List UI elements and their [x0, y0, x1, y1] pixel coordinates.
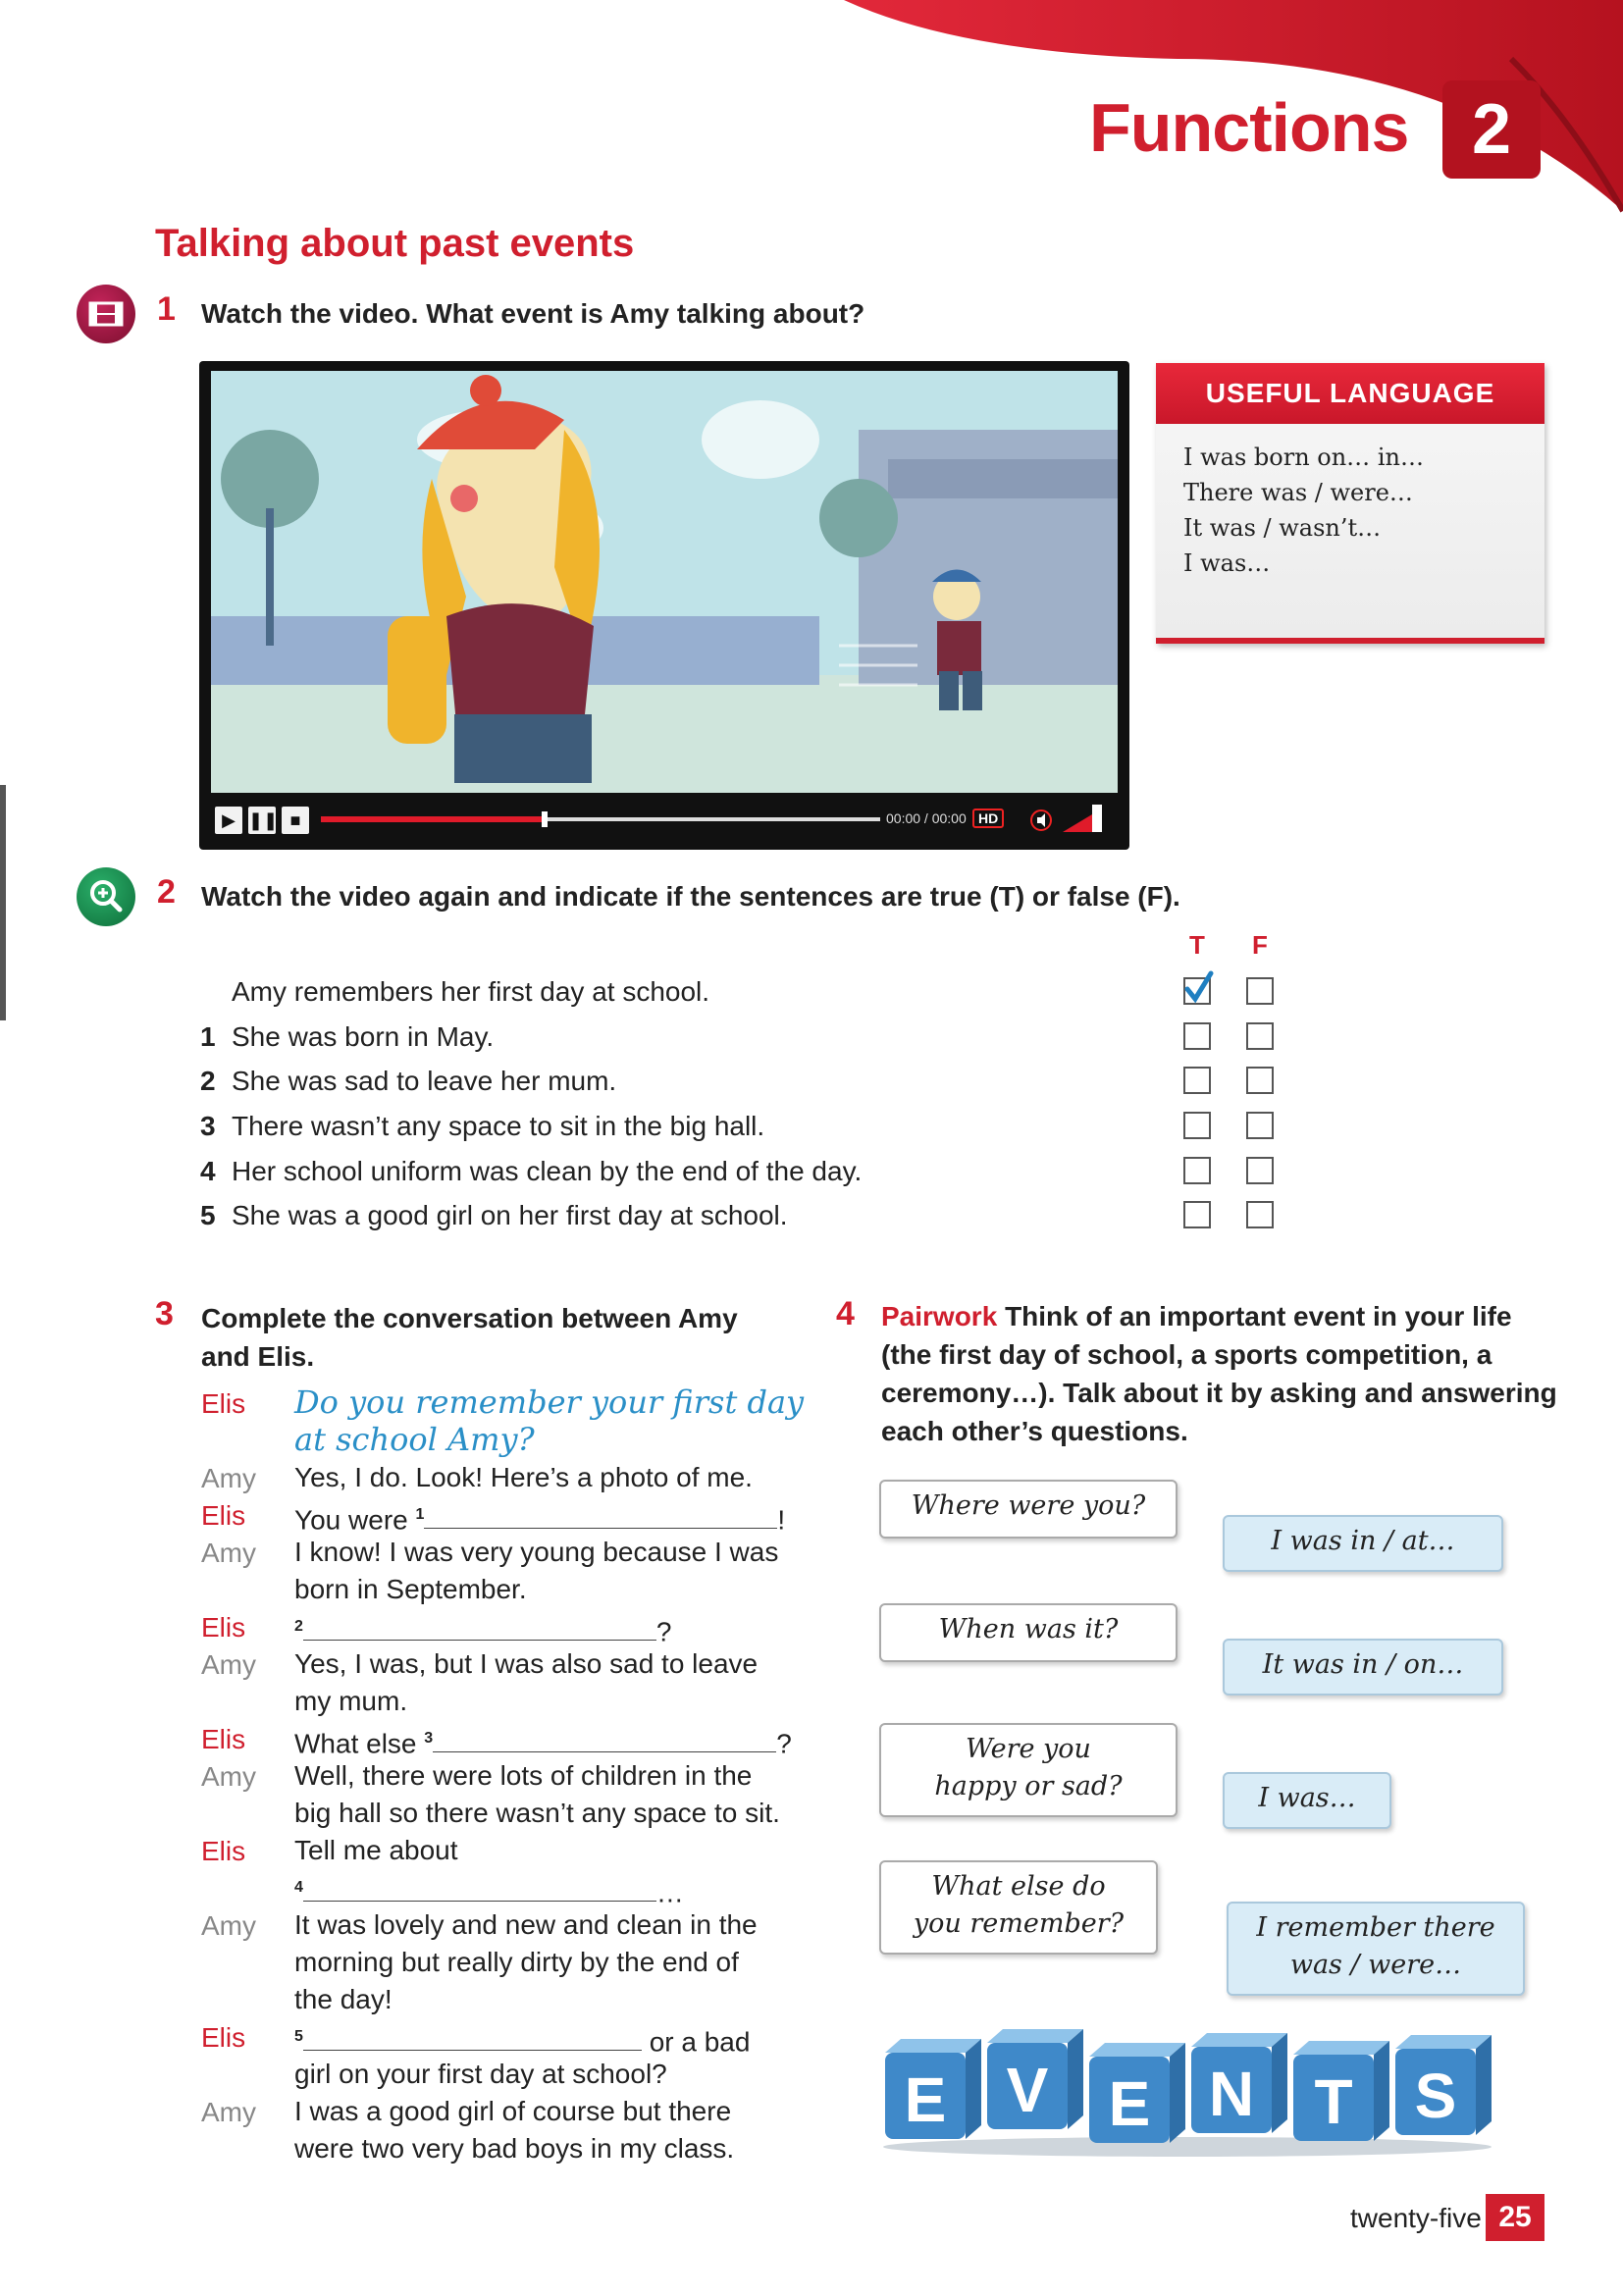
- tf-item-number: 4: [200, 1156, 216, 1186]
- dialogue-text: ?: [776, 1728, 792, 1759]
- dialogue-line: were two very bad boys in my class.: [294, 2133, 735, 2164]
- exercise-2-instruction: Watch the video again and indicate if the sentences are true (T) or false (F).: [201, 881, 1180, 912]
- exercise-2-number: 2: [157, 873, 176, 911]
- exercise-3-instruction-cont: and Elis.: [201, 1341, 315, 1372]
- gap-1-input[interactable]: [424, 1504, 777, 1529]
- gap-5-input[interactable]: [303, 2026, 642, 2051]
- dialogue-line: Yes, I was, but I was also sad to leave: [294, 1648, 759, 1679]
- speaker-elis: Elis: [201, 1388, 246, 1419]
- dialogue-line: [294, 1608, 671, 1650]
- false-column-label: F: [1252, 930, 1268, 960]
- exercise-1-instruction: Watch the video. What event is Amy talking about?: [201, 298, 865, 329]
- gap-number: 3: [424, 1730, 434, 1747]
- speaker-amy: Amy: [201, 2097, 256, 2127]
- letter-block-text: S: [1414, 2061, 1457, 2131]
- speaker-amy: Amy: [201, 1649, 256, 1680]
- dialogue-line: [294, 2018, 750, 2061]
- question-bubble: Where were you?: [879, 1480, 1178, 1539]
- gap-3-input[interactable]: [433, 1728, 776, 1752]
- dialogue-line: Tell me about: [294, 1835, 458, 1865]
- hd-button[interactable]: HD: [972, 809, 1004, 828]
- magnify-icon: [77, 867, 135, 926]
- question-bubble: When was it?: [879, 1603, 1178, 1662]
- letter-block: [1089, 2043, 1185, 2143]
- gap-number: 5: [294, 2028, 303, 2045]
- answer-bubble: [1227, 1902, 1525, 1996]
- useful-language-box: [1156, 363, 1544, 644]
- speaker-elis: Elis: [201, 1612, 246, 1643]
- dialogue-line: I was a good girl of course but there: [294, 2096, 732, 2126]
- dialogue-text: …: [655, 1877, 684, 1908]
- tf-item-number: 2: [200, 1066, 216, 1096]
- letter-block: [1395, 2035, 1492, 2135]
- true-checkbox[interactable]: [1183, 1022, 1211, 1050]
- gap-number: 4: [294, 1879, 303, 1896]
- true-checkbox[interactable]: [1183, 1112, 1211, 1139]
- question-text: you remember?: [913, 1908, 1125, 1939]
- tf-item-text: There wasn’t any space to sit in the big hall.: [232, 1111, 765, 1141]
- speaker-elis: Elis: [201, 1836, 246, 1866]
- letter-block: [885, 2039, 981, 2139]
- video-frame-image: [211, 371, 1118, 793]
- letter-block-text: T: [1314, 2066, 1353, 2137]
- useful-language-line: There was / were…: [1183, 479, 1413, 506]
- exercise-1-number: 1: [157, 290, 176, 328]
- film-icon: [77, 285, 135, 343]
- gap-2-input[interactable]: [303, 1616, 656, 1641]
- false-checkbox[interactable]: [1246, 1112, 1274, 1139]
- dialogue-line: [294, 1496, 785, 1539]
- dialogue-line: [294, 1869, 684, 1911]
- gap-number: 1: [415, 1506, 425, 1523]
- gap-4-input[interactable]: [303, 1877, 656, 1902]
- pairwork-label: Pairwork: [881, 1301, 998, 1331]
- dialogue-line: big hall so there wasn’t any space to sit.: [294, 1798, 780, 1828]
- letter-block: [987, 2029, 1083, 2129]
- tf-item-text: She was sad to leave her mum.: [232, 1066, 617, 1096]
- false-checkbox[interactable]: [1246, 1067, 1274, 1094]
- dialogue-line: [294, 1720, 792, 1762]
- volume-level-icon[interactable]: [1063, 805, 1112, 834]
- events-blocks-illustration: [864, 2011, 1511, 2159]
- play-button[interactable]: ▶: [215, 807, 242, 834]
- answer-bubble: I was…: [1223, 1772, 1391, 1829]
- true-checkbox[interactable]: [1183, 1157, 1211, 1184]
- dialogue-line: Yes, I do. Look! Here’s a photo of me.: [294, 1462, 753, 1492]
- answer-bubble: I was in / at…: [1223, 1515, 1503, 1572]
- gap-number: 2: [294, 1618, 303, 1635]
- page-edge-tab: [0, 785, 6, 1020]
- stop-button[interactable]: ■: [282, 807, 309, 834]
- false-checkbox[interactable]: [1246, 1157, 1274, 1184]
- dialogue-line: my mum.: [294, 1686, 408, 1716]
- question-bubble: [879, 1860, 1158, 1955]
- true-column-label: T: [1189, 930, 1205, 960]
- question-bubble: [879, 1723, 1178, 1817]
- dialogue-line: morning but really dirty by the end of: [294, 1947, 739, 1977]
- page-number: 25: [1486, 2194, 1544, 2241]
- video-time: 00:00 / 00:00: [886, 810, 967, 826]
- letter-block-text: N: [1208, 2059, 1255, 2129]
- answer-bubble: It was in / on…: [1223, 1639, 1503, 1696]
- unit-title: Functions: [1089, 89, 1409, 166]
- letter-block: [1191, 2033, 1287, 2133]
- useful-language-line: It was / wasn’t…: [1183, 514, 1382, 542]
- question-text: happy or sad?: [934, 1771, 1123, 1801]
- dialogue-line: born in September.: [294, 1574, 527, 1604]
- speaker-amy: Amy: [201, 1538, 256, 1568]
- useful-language-line: I was born on… in…: [1183, 444, 1424, 471]
- progress-bar[interactable]: [321, 809, 880, 830]
- section-title: Talking about past events: [155, 222, 635, 265]
- speaker-amy: Amy: [201, 1910, 256, 1941]
- letter-block-text: E: [1108, 2068, 1151, 2139]
- useful-language-line: I was…: [1183, 549, 1271, 577]
- answer-text: was / were…: [1289, 1950, 1462, 1980]
- exercise-4-instruction: [881, 1297, 1568, 1450]
- letter-block-text: E: [904, 2064, 947, 2135]
- tf-item-number: 5: [200, 1200, 216, 1230]
- question-text: Were you: [966, 1734, 1091, 1764]
- exercise-4-number: 4: [836, 1295, 855, 1332]
- volume-icon[interactable]: [1029, 809, 1055, 832]
- checkmark-icon: [1181, 969, 1217, 1005]
- useful-language-title: USEFUL LANGUAGE: [1156, 363, 1544, 424]
- page-footer-text: twenty-five: [1350, 2203, 1482, 2233]
- exercise-3-number: 3: [155, 1295, 174, 1332]
- true-checkbox[interactable]: [1183, 1201, 1211, 1228]
- false-checkbox[interactable]: [1246, 977, 1274, 1005]
- tf-item-text: She was a good girl on her first day at school.: [232, 1200, 788, 1230]
- dialogue-text: You were: [294, 1504, 408, 1536]
- dialogue-text: or a bad: [649, 2026, 751, 2058]
- false-checkbox[interactable]: [1246, 1022, 1274, 1050]
- dialogue-text: !: [777, 1504, 786, 1536]
- dialogue-text: What else: [294, 1728, 417, 1759]
- dialogue-line: It was lovely and new and clean in the: [294, 1909, 758, 1940]
- pairwork-text: Think of an important event in your life (the first day of school, a sports competition, a ceremony…). Talk about it by asking and answering each other’s questions.: [881, 1301, 1557, 1446]
- exercise-3-instruction: Complete the conversation between Amy: [201, 1303, 738, 1333]
- model-answer: Do you remember your first day at school Amy?: [294, 1383, 805, 1458]
- speaker-amy: Amy: [201, 1761, 256, 1792]
- true-checkbox[interactable]: [1183, 1067, 1211, 1094]
- video-player[interactable]: [199, 361, 1129, 850]
- speaker-elis: Elis: [201, 1500, 246, 1531]
- question-text: What else do: [931, 1871, 1106, 1902]
- dialogue-line: the day!: [294, 1984, 393, 2014]
- speaker-elis: Elis: [201, 1724, 246, 1754]
- dialogue-line: I know! I was very young because I was: [294, 1537, 779, 1567]
- answer-text: I remember there: [1256, 1912, 1495, 1943]
- tf-item-number: 1: [200, 1021, 216, 1052]
- dialogue-line: girl on your first day at school?: [294, 2059, 667, 2089]
- speaker-amy: Amy: [201, 1463, 256, 1493]
- letter-block: [1293, 2041, 1389, 2141]
- dialogue-line: Well, there were lots of children in the: [294, 1760, 753, 1791]
- speaker-elis: Elis: [201, 2022, 246, 2053]
- video-controls: [211, 799, 1118, 838]
- pause-button[interactable]: ❚❚: [248, 807, 276, 834]
- tf-item-number: 3: [200, 1111, 216, 1141]
- true-checkbox[interactable]: [1183, 977, 1211, 1005]
- unit-number: 2: [1442, 80, 1541, 179]
- dialogue-text: ?: [655, 1616, 672, 1647]
- tf-item-text: Her school uniform was clean by the end of the day.: [232, 1156, 863, 1186]
- tf-item-text: She was born in May.: [232, 1021, 495, 1052]
- false-checkbox[interactable]: [1246, 1201, 1274, 1228]
- letter-block-text: V: [1006, 2055, 1049, 2125]
- tf-example-text: Amy remembers her first day at school.: [232, 976, 710, 1007]
